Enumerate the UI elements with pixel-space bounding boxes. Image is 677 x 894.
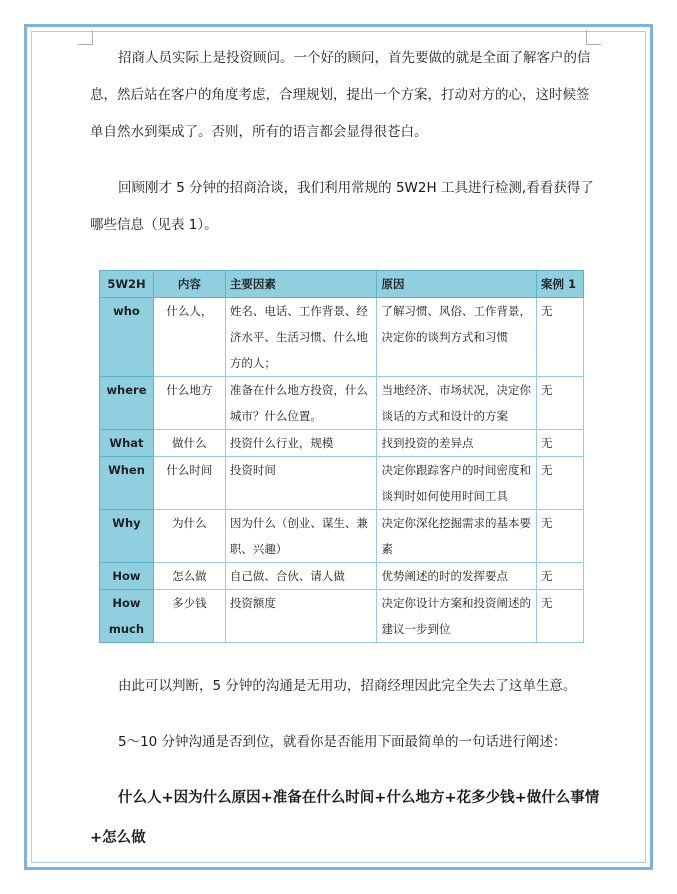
cell-w: Why bbox=[100, 510, 154, 563]
cell-reason: 决定你深化挖掘需求的基本要素 bbox=[377, 510, 537, 563]
header-content: 内容 bbox=[153, 271, 225, 298]
cell-case: 无 bbox=[537, 457, 584, 510]
paragraph-intro bbox=[90, 40, 600, 151]
cell-reason: 决定你设计方案和投资阐述的建议一步到位 bbox=[377, 590, 537, 643]
paragraph-review bbox=[90, 170, 600, 244]
cell-case: 无 bbox=[537, 510, 584, 563]
cell-factors: 因为什么（创业、谋生、兼职、兴趣） bbox=[225, 510, 377, 563]
table-row bbox=[100, 377, 584, 430]
table-row bbox=[100, 457, 584, 510]
table-row bbox=[100, 430, 584, 457]
cell-case: 无 bbox=[537, 590, 584, 643]
cell-w: What bbox=[100, 430, 154, 457]
paragraph-conclusion-text: 由此可以判断，5 分钟的沟通是无用功，招商经理因此完全失去了这单生意。 bbox=[118, 678, 577, 694]
cell-reason: 决定你跟踪客户的时间密度和谈判时如何使用时间工具 bbox=[377, 457, 537, 510]
table-header-row bbox=[100, 271, 584, 298]
cell-content: 做什么 bbox=[153, 430, 225, 457]
cell-case: 无 bbox=[537, 298, 584, 377]
table-row bbox=[100, 510, 584, 563]
cell-reason: 当地经济、市场状况，决定你谈话的方式和设计的方案 bbox=[377, 377, 537, 430]
paragraph-formula bbox=[90, 778, 600, 858]
cell-reason: 优势阐述的时的发挥要点 bbox=[377, 563, 537, 590]
table-row bbox=[100, 298, 584, 377]
cell-content: 什么地方 bbox=[153, 377, 225, 430]
header-5w2h: 5W2H bbox=[100, 271, 154, 298]
cell-w: When bbox=[100, 457, 154, 510]
cell-case: 无 bbox=[537, 563, 584, 590]
table-row bbox=[100, 590, 584, 643]
paragraph-method bbox=[90, 724, 600, 761]
cell-factors: 投资什么行业，规模 bbox=[225, 430, 377, 457]
cell-content: 为什么 bbox=[153, 510, 225, 563]
cell-reason: 了解习惯、风俗、工作背景，决定你的谈判方式和习惯 bbox=[377, 298, 537, 377]
cell-w: How bbox=[100, 563, 154, 590]
cell-case: 无 bbox=[537, 377, 584, 430]
cell-w: where bbox=[100, 377, 154, 430]
cell-w: who bbox=[100, 298, 154, 377]
paragraph-review-text: 回顾刚才 5 分钟的招商洽谈，我们利用常规的 5W2H 工具进行检测,看看获得了哪些信息（见表 1）。 bbox=[90, 180, 594, 233]
cell-content: 什么人， bbox=[153, 298, 225, 377]
header-reason: 原因 bbox=[377, 271, 537, 298]
paragraph-formula-text: 什么人+因为什么原因+准备在什么时间+什么地方+花多少钱+做什么事情+怎么做 bbox=[90, 790, 600, 846]
cell-content: 什么时间 bbox=[153, 457, 225, 510]
cell-factors: 准备在什么地方投资，什么城市？什么位置。 bbox=[225, 377, 377, 430]
cell-reason: 找到投资的差异点 bbox=[377, 430, 537, 457]
cell-factors: 投资时间 bbox=[225, 457, 377, 510]
header-factors: 主要因素 bbox=[225, 271, 377, 298]
cell-factors: 自己做、合伙、请人做 bbox=[225, 563, 377, 590]
cell-w: How much bbox=[100, 590, 154, 643]
cell-content: 怎么做 bbox=[153, 563, 225, 590]
cell-factors: 姓名、电话、工作背景、经济水平、生活习惯、什么地方的人； bbox=[225, 298, 377, 377]
cell-content: 多少钱 bbox=[153, 590, 225, 643]
table-row bbox=[100, 563, 584, 590]
table-5w2h bbox=[99, 270, 584, 643]
paragraph-intro-text: 招商人员实际上是投资顾问。一个好的顾问，首先要做的就是全面了解客户的信息，然后站在客户的角度考虑，合理规划，提出一个方案，打动对方的心，这时候签单自然水到渠成了。否则，所有的语言都会显得很苍白。 bbox=[90, 50, 591, 140]
cell-case: 无 bbox=[537, 430, 584, 457]
header-case: 案例 1 bbox=[537, 271, 584, 298]
paragraph-method-text: 5～10 分钟沟通是否到位，就看你是否能用下面最简单的一句话进行阐述： bbox=[118, 734, 567, 750]
paragraph-conclusion bbox=[90, 668, 600, 705]
cell-factors: 投资额度 bbox=[225, 590, 377, 643]
